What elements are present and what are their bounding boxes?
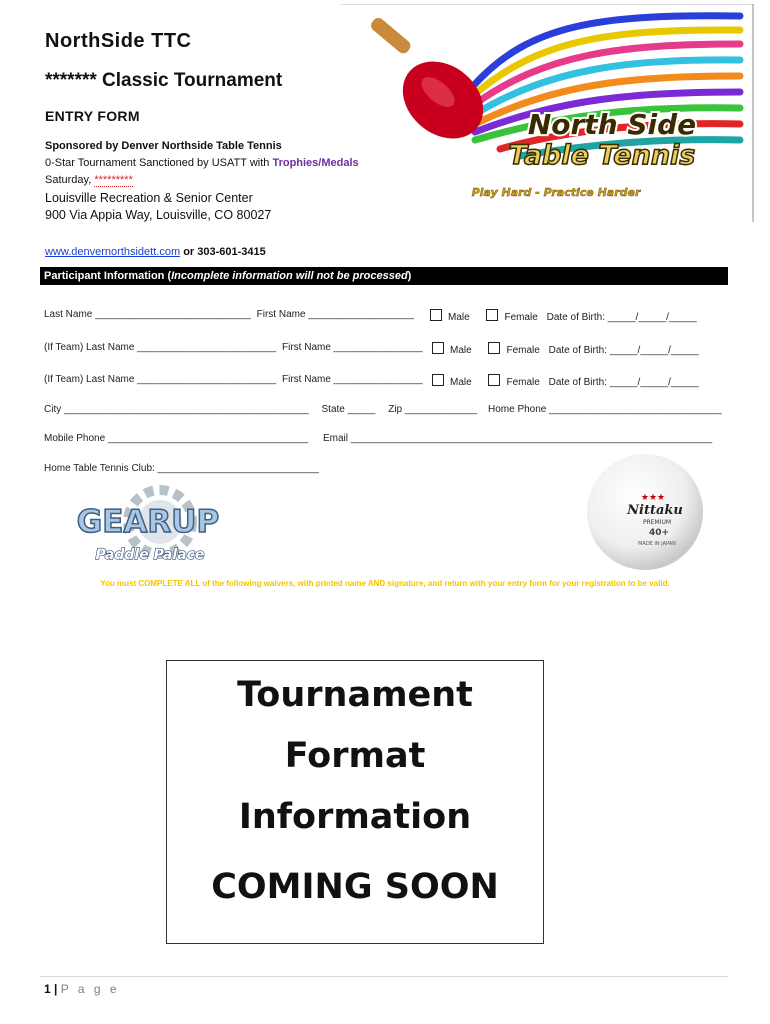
female-checkbox[interactable] (486, 309, 498, 321)
address-line: 900 Via Appia Way, Louisville, CO 80027 (45, 208, 272, 222)
format-line-2: Format (284, 736, 426, 776)
participant-row-3 (44, 374, 423, 385)
format-info-box (166, 660, 544, 944)
form-title: ENTRY FORM (45, 108, 140, 124)
email-field[interactable]: Email _________________________________________________________________ (322, 433, 713, 444)
sanction-prefix: 0-Star Tournament Sanctioned by USATT with (45, 157, 273, 169)
format-line-3: Information (238, 797, 472, 837)
phone-text: or 303-601-3415 (183, 246, 266, 258)
team-last-name-field[interactable]: (If Team) Last Name _________________________ (44, 374, 277, 385)
date-value: ********* (94, 174, 133, 186)
dob-field[interactable]: Date of Birth: _____/_____/_____ (546, 312, 697, 323)
address-row (44, 404, 722, 415)
gearup-logo (60, 484, 240, 566)
home-club-field[interactable]: Home Table Tennis Club: _____________________________ (44, 463, 319, 474)
male-checkbox[interactable] (432, 374, 444, 386)
ball-text-made: MADE IN JAPAN (638, 541, 676, 547)
website-link[interactable]: www.denvernorthsidett.com (45, 246, 181, 258)
female-label: Female (506, 377, 540, 388)
participant-header-suffix: ) (407, 270, 412, 282)
gearup-text: GEARUP (76, 504, 220, 540)
male-checkbox[interactable] (430, 309, 442, 321)
male-label: Male (450, 377, 472, 388)
female-checkbox[interactable] (488, 374, 500, 386)
logo-tagline: Play Hard - Practice Harder (471, 186, 641, 199)
logo-line2: Table Tennis (508, 140, 696, 171)
female-label: Female (504, 312, 538, 323)
ball-stars: ★★★ (640, 493, 666, 503)
tournament-title: ******* Classic Tournament (45, 70, 283, 91)
north-side-logo (340, 4, 754, 222)
format-line-1: Tournament (237, 675, 473, 715)
team-last-name-field[interactable]: (If Team) Last Name _________________________ (44, 342, 277, 353)
logo-line1: North Side (527, 108, 697, 141)
participant-row-2 (44, 342, 423, 353)
ball-text-premium: PREMIUM (642, 519, 672, 526)
first-name-field[interactable]: First Name ___________________ (256, 309, 414, 320)
female-label: Female (506, 345, 540, 356)
page-footer (44, 982, 120, 996)
last-name-field[interactable]: Last Name ____________________________ (44, 309, 251, 320)
ball-brand: Nittaku (627, 503, 683, 518)
contact-line (45, 246, 266, 258)
paddle-palace-text: Paddle Palace (95, 547, 205, 563)
participant-header-note: Incomplete information will not be processed (171, 270, 408, 282)
female-checkbox[interactable] (488, 342, 500, 354)
participant-header (40, 267, 728, 285)
waiver-notice: You must COMPLETE ALL of the following waivers, with printed name AND signature, and return with your entry form for your registration to be valid. (100, 579, 670, 588)
state-field[interactable]: State _____ (321, 404, 376, 415)
zip-field[interactable]: Zip _____________ (388, 404, 478, 415)
home-phone-field[interactable]: Home Phone _______________________________ (487, 404, 722, 415)
gender-dob-row-1 (430, 309, 697, 323)
participant-header-prefix: Participant Information ( (44, 270, 172, 282)
page-label: P a g e (60, 982, 120, 996)
venue-line: Louisville Recreation & Senior Center (45, 191, 253, 205)
team-first-name-field[interactable]: First Name ________________ (282, 374, 423, 385)
ball-image (585, 452, 705, 572)
page-number: 1 (44, 982, 51, 996)
gender-dob-row-2 (432, 342, 699, 356)
male-label: Male (448, 312, 470, 323)
sanction-line (45, 157, 359, 169)
dob-field[interactable]: Date of Birth: _____/_____/_____ (548, 377, 699, 388)
gender-dob-row-3 (432, 374, 699, 388)
male-checkbox[interactable] (432, 342, 444, 354)
male-label: Male (450, 345, 472, 356)
mobile-phone-field[interactable]: Mobile Phone ____________________________________ (44, 433, 309, 444)
dob-field[interactable]: Date of Birth: _____/_____/_____ (548, 345, 699, 356)
page-sep: | (50, 982, 61, 996)
team-first-name-field[interactable]: First Name ________________ (282, 342, 423, 353)
participant-row-1 (44, 309, 414, 320)
date-prefix: Saturday, (45, 174, 95, 186)
format-line-4: COMING SOON (211, 867, 499, 907)
footer-divider (40, 976, 728, 977)
contact-row (44, 433, 712, 444)
sponsor-line: Sponsored by Denver Northside Table Tennis (45, 140, 282, 152)
sanction-awards: Trophies/Medals (272, 157, 359, 169)
date-line (45, 174, 133, 186)
club-title: NorthSide TTC (45, 30, 192, 52)
club-row (44, 463, 319, 474)
city-field[interactable]: City ____________________________________________ (44, 404, 309, 415)
ball-text-size: 40+ (648, 528, 670, 538)
